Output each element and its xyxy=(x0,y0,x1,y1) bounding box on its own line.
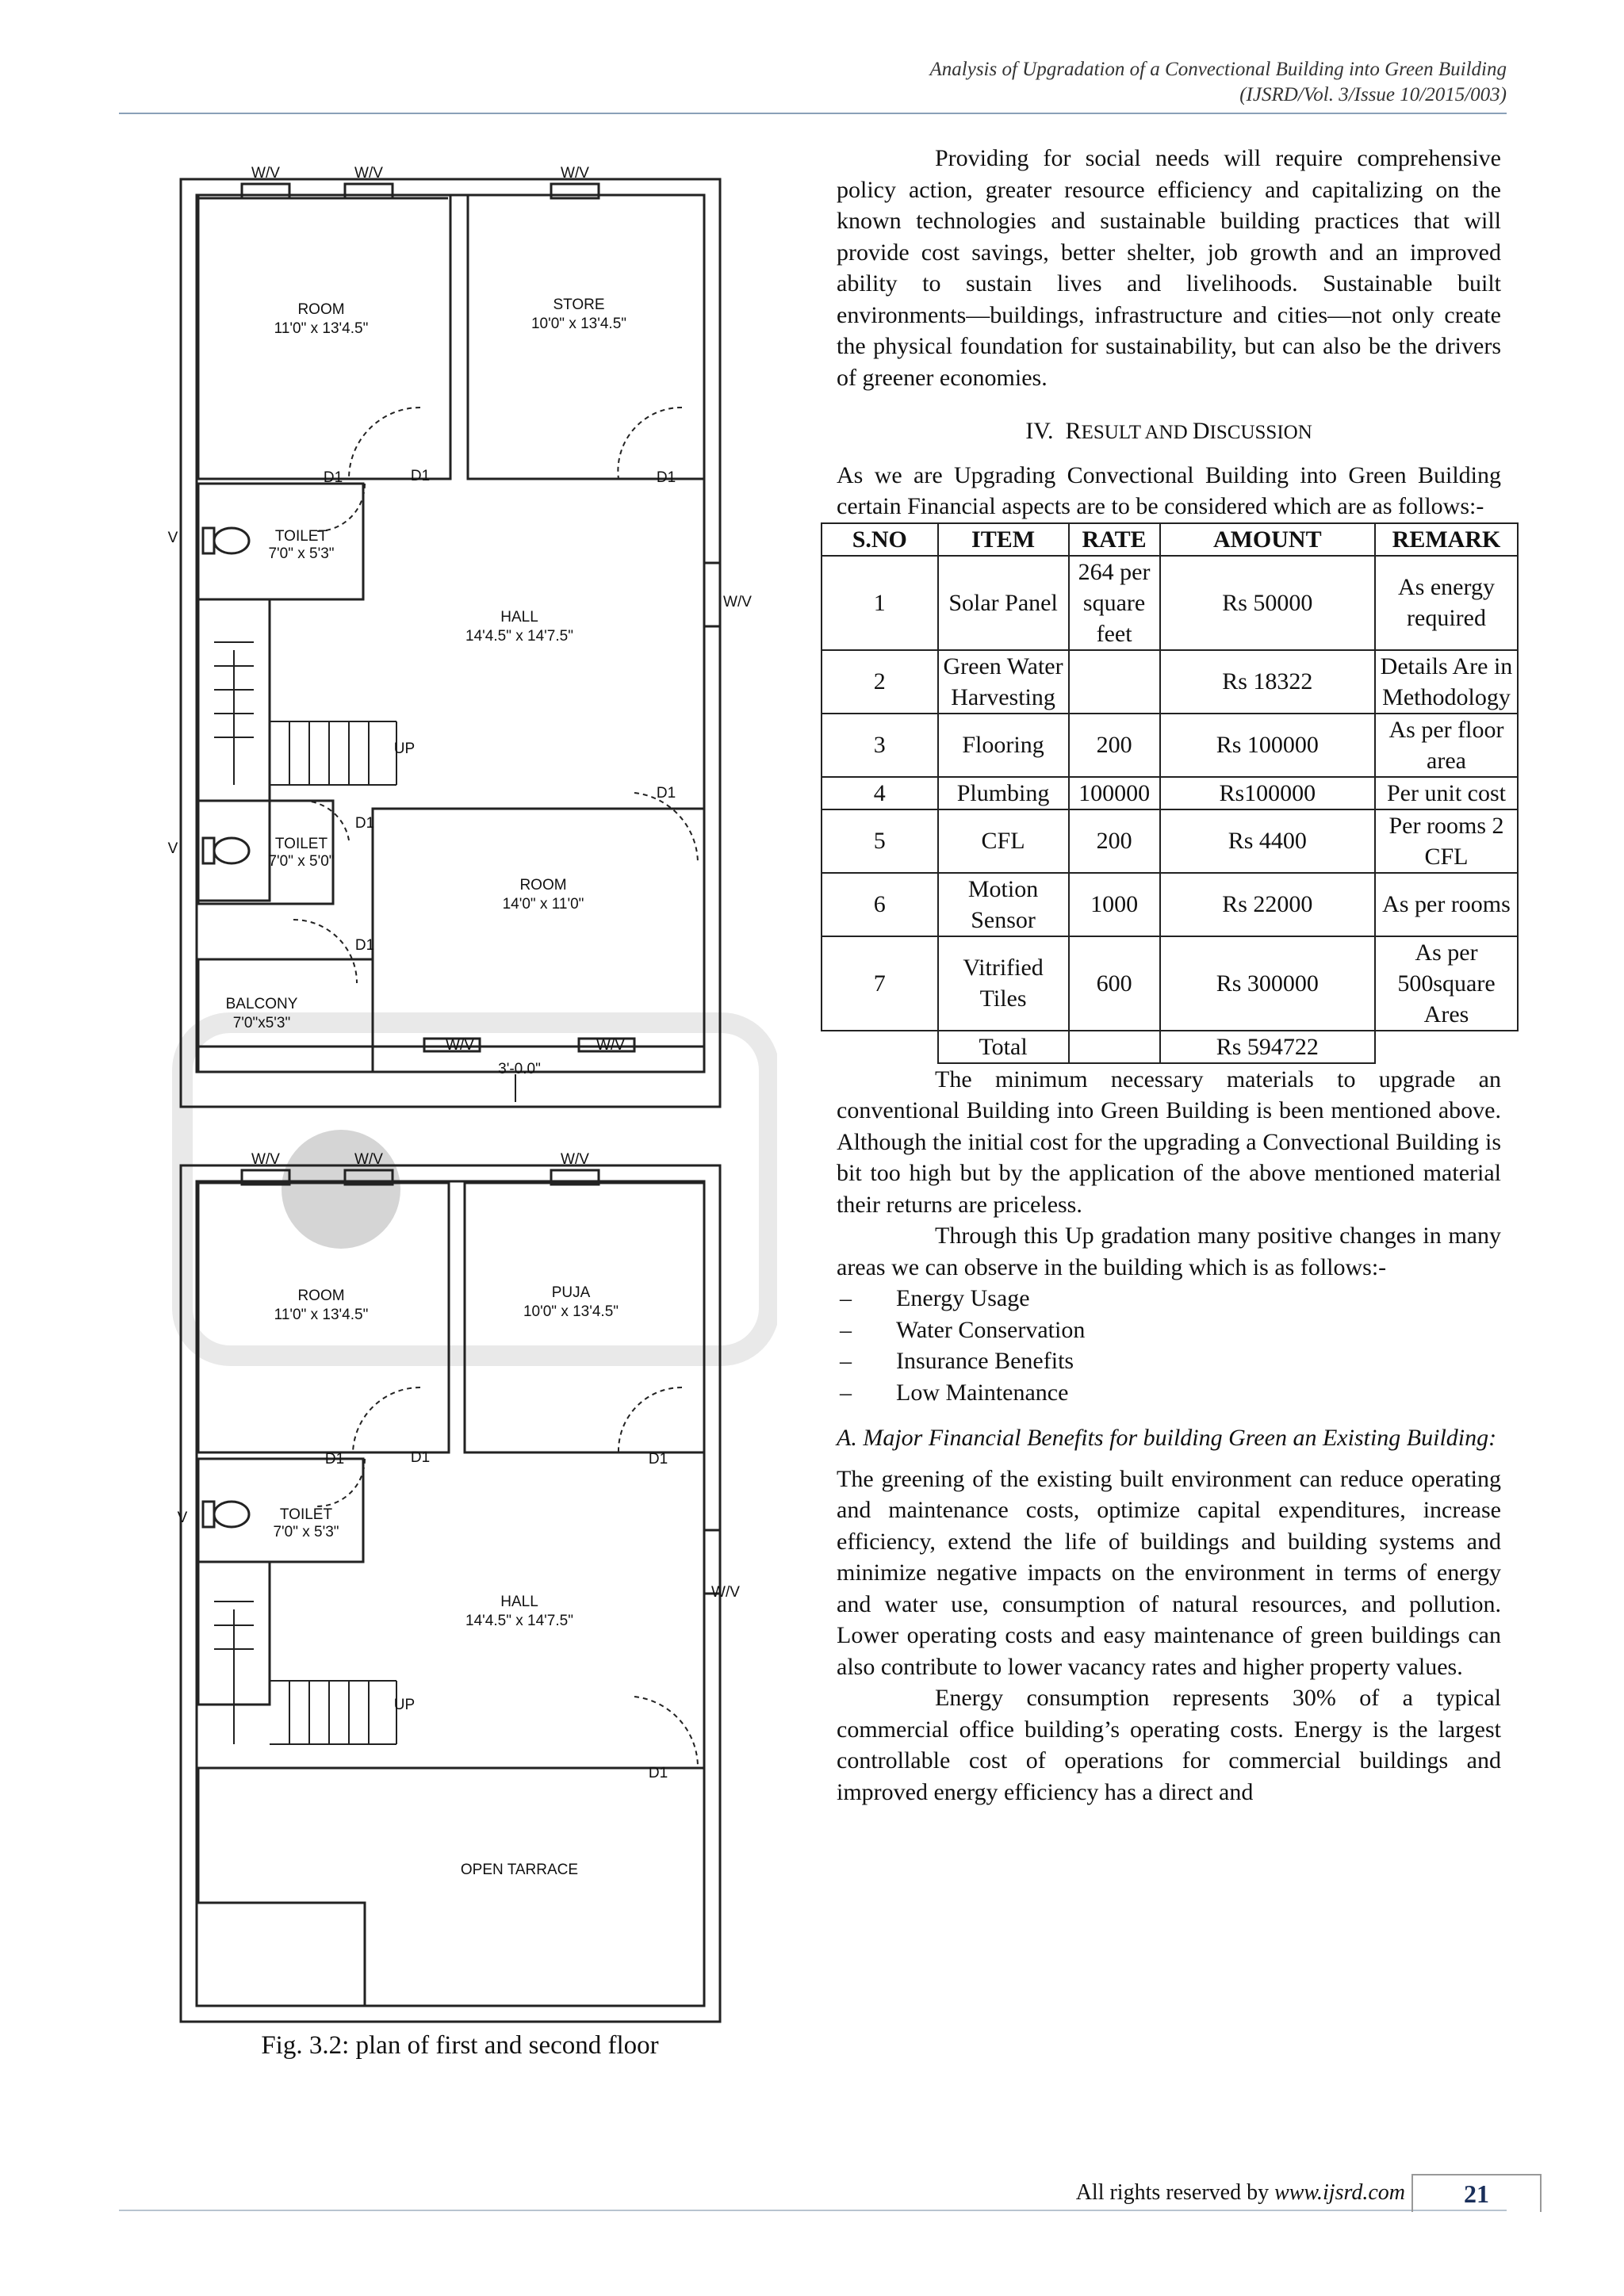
right-column xyxy=(837,143,1513,1808)
table-cell: As per rooms xyxy=(1375,873,1518,936)
table-cell: Rs 4400 xyxy=(1160,809,1375,873)
table-cell: Vitrified Tiles xyxy=(938,936,1069,1031)
table-cell: Rs 100000 xyxy=(1160,714,1375,777)
paragraph-energy: Energy consumption represents 30% of a typical commercial office building’s operating costs. Energy is the largest controllable cost of operations for commercial buildings and improved energy efficiency has a direct and xyxy=(837,1685,1501,1805)
table-cell: Per rooms 2 CFL xyxy=(1375,809,1518,873)
d1-label: D1 xyxy=(648,1451,668,1468)
ff-hall-label: HALL xyxy=(500,609,538,626)
wv-label: W/V xyxy=(723,594,752,610)
table-cell: Plumbing xyxy=(938,777,1069,809)
up-label: UP xyxy=(393,740,416,757)
table-header: S.NO xyxy=(822,523,938,556)
section-title-r: R xyxy=(1065,418,1082,444)
header-title: Analysis of Upgradation of a Convectional Building into Green Building xyxy=(929,59,1507,80)
section-title-d: D xyxy=(1192,418,1210,444)
sf-toilet-dim: 7'0" x 5'3" xyxy=(273,1524,339,1540)
paragraph-positive-changes: Through this Up gradation many positive changes in many areas we can observe in the building which is as follows:- xyxy=(837,1223,1501,1280)
sf-puja-dim: 10'0" x 13'4.5" xyxy=(523,1303,619,1320)
ff-balcony-label: BALCONY xyxy=(225,996,298,1012)
table-cell: 1000 xyxy=(1069,873,1160,936)
wv-label: W/V xyxy=(251,166,280,182)
ff-hall-dim: 14'4.5" x 14'7.5" xyxy=(465,628,573,645)
table-header-row xyxy=(822,523,1518,556)
sf-room-dim: 11'0" x 13'4.5" xyxy=(274,1307,369,1323)
ff-toilet-dim: 7'0" x 5'3" xyxy=(268,545,335,562)
wv-label: W/V xyxy=(354,1151,383,1168)
ff-toilet2-label: TOILET xyxy=(274,836,328,852)
sf-hall-dim: 14'4.5" x 14'7.5" xyxy=(465,1613,573,1629)
financial-table xyxy=(821,522,1519,1064)
ff-room2-dim: 14'0" x 11'0" xyxy=(502,896,584,913)
table-row xyxy=(822,936,1518,1031)
total-amount: Rs 594722 xyxy=(1160,1031,1375,1063)
d1-label: D1 xyxy=(323,469,343,486)
d1-label: D1 xyxy=(410,468,431,484)
table-cell: Flooring xyxy=(938,714,1069,777)
up-label: UP xyxy=(393,1697,416,1713)
table-cell: 200 xyxy=(1069,714,1160,777)
table-row xyxy=(822,650,1518,714)
sf-toilet-label: TOILET xyxy=(279,1506,333,1523)
floor-plan-drawing xyxy=(159,166,777,2038)
table-cell xyxy=(1069,1031,1160,1063)
list-item: – Energy Usage xyxy=(837,1283,1501,1314)
table-cell: Per unit cost xyxy=(1375,777,1518,809)
wv-label: W/V xyxy=(561,166,589,182)
d1-label: D1 xyxy=(354,937,375,954)
paragraph-financial-intro: As we are Upgrading Convectional Building into Green Building certain Financial aspects are to be considered which are as follows:- xyxy=(837,461,1501,519)
table-cell: As energy required xyxy=(1375,556,1518,650)
table-header: REMARK xyxy=(1375,523,1518,556)
ff-balcony-dim: 7'0"x5'3" xyxy=(232,1015,291,1031)
table-cell: 1 xyxy=(822,556,938,650)
second-floor-outline xyxy=(181,1165,720,2022)
wv-label: W/V xyxy=(251,1151,280,1168)
table-header: RATE xyxy=(1069,523,1160,556)
list-item: – Water Conservation xyxy=(837,1314,1501,1346)
table-row xyxy=(822,809,1518,873)
floor-plan-figure xyxy=(159,166,777,2038)
table-cell xyxy=(1069,650,1160,714)
page-number: 21 xyxy=(1411,2174,1542,2212)
footer-site-link[interactable]: www.ijsrd.com xyxy=(1274,2180,1405,2205)
running-header xyxy=(119,57,1507,108)
v-label: V xyxy=(177,1510,188,1526)
d1-label: D1 xyxy=(354,815,375,832)
table-cell: 6 xyxy=(822,873,938,936)
table-cell: 100000 xyxy=(1069,777,1160,809)
table-cell: 3 xyxy=(822,714,938,777)
header-rule xyxy=(119,113,1507,114)
table-cell: 200 xyxy=(1069,809,1160,873)
ff-room-label: ROOM xyxy=(297,301,345,318)
ff-room2-label: ROOM xyxy=(519,877,567,894)
wv-label: W/V xyxy=(596,1037,625,1054)
table-cell: 264 per square feet xyxy=(1069,556,1160,650)
table-cell: Details Are in Methodology xyxy=(1375,650,1518,714)
table-cell xyxy=(822,1031,938,1063)
table-cell: As per 500square Ares xyxy=(1375,936,1518,1031)
table-cell: Rs100000 xyxy=(1160,777,1375,809)
table-header: ITEM xyxy=(938,523,1069,556)
figure-caption: Fig. 3.2: plan of first and second floor xyxy=(261,2031,659,2060)
sf-hall-label: HALL xyxy=(500,1594,538,1610)
table-cell xyxy=(1375,1031,1518,1063)
table-cell: CFL xyxy=(938,809,1069,873)
ff-dimension: 3'-0.0" xyxy=(498,1061,541,1077)
subsection-heading: A. Major Financial Benefits for building Green an Existing Building: xyxy=(837,1425,1497,1451)
table-cell: 2 xyxy=(822,650,938,714)
sf-terrace-label: OPEN TARRACE xyxy=(460,1862,579,1878)
wv-label: W/V xyxy=(354,166,383,182)
watermark-circle xyxy=(282,1130,400,1249)
d1-label: D1 xyxy=(410,1449,431,1466)
table-cell: 600 xyxy=(1069,936,1160,1031)
ff-store-dim: 10'0" x 13'4.5" xyxy=(530,316,627,332)
table-cell: 4 xyxy=(822,777,938,809)
footer-rule xyxy=(119,2210,1507,2211)
table-row xyxy=(822,777,1518,809)
paragraph-greening: The greening of the existing built environment can reduce operating and maintenance costs, optimize capital expenditures, increase efficiency, extend the life of buildings and building systems and minimize negative impacts on the environment in terms of energy and water use, consumption of natural resources, and pollution. Lower operating costs and easy maintenance of green buildings can also contribute to lower vacancy rates and higher property values. xyxy=(837,1465,1501,1680)
paragraph-social-needs: Providing for social needs will require comprehensive policy action, greater resource efficiency and capitalizing on the known technologies and sustainable building practices that will provide cost savings, better shelter, job growth and an improved ability to sustain lives and livelihoods. Sustainable built environments—buildings, infrastructure and cities—not only create the physical foundation for sustainability, but can also be the drivers of greener economies. xyxy=(837,145,1501,391)
d1-label: D1 xyxy=(324,1451,345,1468)
table-cell: Rs 50000 xyxy=(1160,556,1375,650)
table-row xyxy=(822,714,1518,777)
d1-label: D1 xyxy=(648,1765,668,1781)
ff-room-dim: 11'0" x 13'4.5" xyxy=(274,320,369,337)
sf-puja-label: PUJA xyxy=(551,1284,591,1301)
total-label: Total xyxy=(938,1031,1069,1063)
table-cell: As per floor area xyxy=(1375,714,1518,777)
section-heading xyxy=(837,415,1501,449)
table-cell: Rs 22000 xyxy=(1160,873,1375,936)
wv-label: W/V xyxy=(446,1037,474,1054)
footer-text: All rights reserved by xyxy=(1075,2180,1275,2205)
table-cell: 5 xyxy=(822,809,938,873)
v-label: V xyxy=(167,840,178,857)
wv-label: W/V xyxy=(561,1151,589,1168)
table-cell: Rs 18322 xyxy=(1160,650,1375,714)
ff-store-label: STORE xyxy=(553,297,605,313)
table-cell: Green Water Harvesting xyxy=(938,650,1069,714)
footer-copyright xyxy=(872,2179,1405,2207)
table-header: AMOUNT xyxy=(1160,523,1375,556)
d1-label: D1 xyxy=(656,469,676,486)
section-title-part2: ISCUSSION xyxy=(1209,422,1312,443)
table-cell: 7 xyxy=(822,936,938,1031)
sf-room-label: ROOM xyxy=(297,1288,345,1304)
v-label: V xyxy=(167,530,178,546)
ff-toilet2-dim: 7'0" x 5'0" xyxy=(268,853,335,870)
section-number: IV. xyxy=(1025,418,1054,444)
table-cell: Rs 300000 xyxy=(1160,936,1375,1031)
table-row xyxy=(822,873,1518,936)
list-item: – Low Maintenance xyxy=(837,1377,1501,1409)
table-total-row xyxy=(822,1031,1518,1063)
benefits-list xyxy=(837,1283,1501,1408)
ff-toilet-label: TOILET xyxy=(274,528,328,545)
list-item: – Insurance Benefits xyxy=(837,1345,1501,1377)
table-row xyxy=(822,556,1518,650)
d1-label: D1 xyxy=(656,785,676,802)
table-cell: Solar Panel xyxy=(938,556,1069,650)
table-cell: Motion Sensor xyxy=(938,873,1069,936)
wv-label: W/V xyxy=(711,1584,740,1601)
paragraph-minimum-materials: The minimum necessary materials to upgrade an conventional Building into Green Building is been mentioned above. Although the initial cost for the upgrading a Convectional Building is bit too high but by the application of the above mentioned material their returns are priceless. xyxy=(837,1066,1501,1218)
header-issue: (IJSRD/Vol. 3/Issue 10/2015/003) xyxy=(1239,84,1507,105)
section-title-part1: ESULT AND xyxy=(1081,422,1193,443)
